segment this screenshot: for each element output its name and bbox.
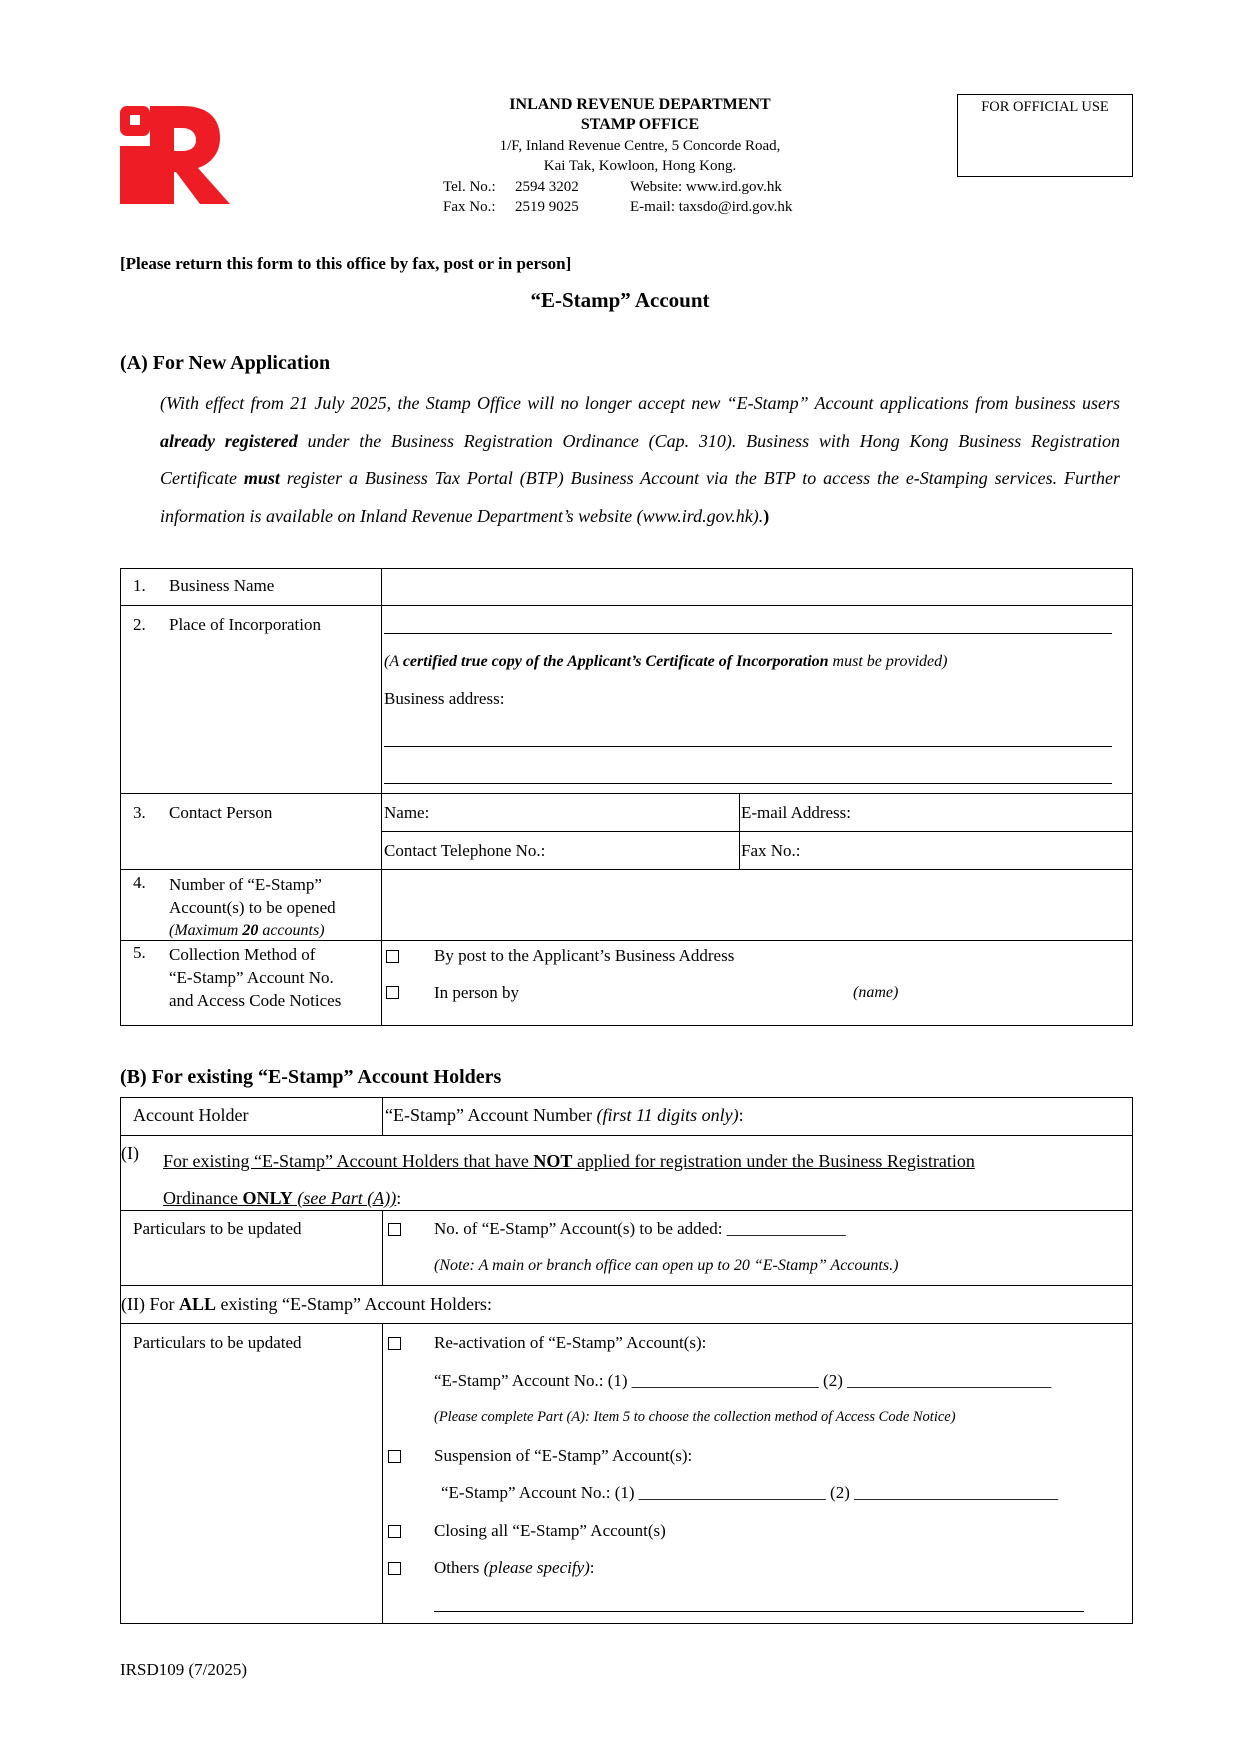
tel-number: 2594 3202 bbox=[515, 179, 579, 195]
others-a: Others bbox=[434, 1558, 484, 1577]
in-person-checkbox[interactable] bbox=[386, 986, 399, 999]
row1-number: 1. bbox=[133, 576, 146, 595]
part-ii-a: (II) For bbox=[121, 1294, 179, 1314]
part-i-d: Ordinance bbox=[163, 1188, 243, 1208]
note-text-3: register a Business Tax Portal (BTP) Business Account via the BTP to access the e-Stamping services. Further information is available on Inland Revenue Department’s website (www.ird.gov.hk). bbox=[160, 468, 1120, 526]
row4-label bbox=[169, 873, 336, 942]
row3-number: 3. bbox=[133, 803, 146, 822]
row4-label-line-1: Number of “E-Stamp” bbox=[169, 875, 322, 894]
row5-number: 5. bbox=[133, 943, 146, 962]
section-a-heading: (A) For New Application bbox=[120, 352, 331, 374]
note-text-2: under the Business Registration Ordinance (Cap. 310). Business with Hong Kong Business Registration Certificate bbox=[160, 430, 1120, 488]
form-title: “E-Stamp” Account bbox=[530, 288, 710, 312]
fax-number: 2519 9025 bbox=[515, 199, 579, 215]
account-number-label bbox=[385, 1105, 744, 1126]
account-holder-label: Account Holder bbox=[133, 1105, 249, 1125]
accounts-added-field[interactable]: No. of “E-Stamp” Account(s) to be added: ______________ bbox=[434, 1219, 846, 1238]
closing-label: Closing all “E-Stamp” Account(s) bbox=[434, 1521, 666, 1540]
ird-logo bbox=[120, 106, 230, 204]
part-i-note: (Note: A main or branch office can open up to 20 “E-Stamp” Accounts.) bbox=[434, 1257, 899, 1274]
return-note: [Please return this form to this office by fax, post or in person] bbox=[120, 254, 572, 273]
official-use-label: FOR OFFICIAL USE bbox=[981, 99, 1109, 115]
part-i-number: (I) bbox=[121, 1143, 139, 1163]
note-bold-2: must bbox=[243, 468, 280, 488]
closing-checkbox[interactable] bbox=[388, 1525, 401, 1538]
part-i-f: (see Part (A)) bbox=[292, 1188, 397, 1208]
acct-num-b: (first 11 digits only) bbox=[596, 1105, 739, 1125]
contact-email-field[interactable]: E-mail Address: bbox=[741, 803, 852, 822]
dept-name: INLAND REVENUE DEPARTMENT bbox=[509, 96, 771, 113]
row4-label-line-2: Account(s) to be opened bbox=[169, 898, 336, 917]
row5-label-line-2: “E-Stamp” Account No. bbox=[169, 968, 334, 987]
cert-note-a: (A bbox=[384, 653, 403, 670]
accounts-added-checkbox[interactable] bbox=[388, 1223, 401, 1236]
suspension-checkbox[interactable] bbox=[388, 1450, 401, 1463]
contact-name-field[interactable]: Name: bbox=[384, 803, 430, 822]
reactivation-label: Re-activation of “E-Stamp” Account(s): bbox=[434, 1333, 707, 1352]
part-ii-b: ALL bbox=[178, 1294, 216, 1314]
others-checkbox[interactable] bbox=[388, 1562, 401, 1575]
certificate-note bbox=[384, 653, 947, 671]
official-use-box bbox=[957, 94, 1133, 177]
business-address-line-1[interactable] bbox=[384, 746, 1112, 747]
reactivation-note: (Please complete Part (A): Item 5 to choose the collection method of Access Code Notice) bbox=[434, 1409, 956, 1425]
number-of-accounts-field[interactable] bbox=[383, 871, 1129, 939]
by-post-checkbox[interactable] bbox=[386, 950, 399, 963]
others-c: : bbox=[589, 1558, 595, 1577]
form-code: IRSD109 (7/2025) bbox=[120, 1660, 248, 1679]
in-person-name-hint: (name) bbox=[853, 984, 899, 1001]
contact-telephone-field[interactable]: Contact Telephone No.: bbox=[384, 841, 546, 860]
part-i-a: For existing “E-Stamp” Account Holders that have bbox=[163, 1151, 534, 1171]
part-i-g: : bbox=[396, 1188, 402, 1208]
cert-note-c: must be provided) bbox=[828, 653, 948, 670]
by-post-label: By post to the Applicant’s Business Address bbox=[434, 946, 735, 965]
section-a-note bbox=[160, 385, 1120, 535]
acct-num-a: “E-Stamp” Account Number bbox=[385, 1105, 597, 1125]
row3-label: Contact Person bbox=[169, 803, 273, 822]
row1-label: Business Name bbox=[169, 576, 275, 595]
row4-max-a: (Maximum bbox=[169, 922, 243, 939]
part-i-b: NOT bbox=[533, 1151, 573, 1171]
row5-label-line-1: Collection Method of bbox=[169, 945, 316, 964]
others-b: (please specify) bbox=[483, 1558, 590, 1577]
note-text-1: (With effect from 21 July 2025, the Stamp Office will no longer accept new “E-Stamp” Account applications from business users bbox=[160, 393, 1120, 413]
business-address-line-2[interactable] bbox=[384, 783, 1112, 784]
place-of-incorporation-field[interactable] bbox=[384, 633, 1112, 634]
reactivation-checkbox[interactable] bbox=[388, 1337, 401, 1350]
acct-num-c: : bbox=[738, 1105, 744, 1125]
row2-label: Place of Incorporation bbox=[169, 615, 321, 634]
part-i-e: ONLY bbox=[242, 1188, 293, 1208]
address-line-1: 1/F, Inland Revenue Centre, 5 Concorde Road, bbox=[499, 138, 781, 154]
in-person-label: In person by bbox=[434, 983, 519, 1002]
part-i-c: applied for registration under the Business Registration bbox=[572, 1151, 975, 1171]
suspension-account-fields[interactable]: “E-Stamp” Account No.: (1) ______________________ (2) ________________________ bbox=[441, 1483, 1059, 1502]
part-ii-c: existing “E-Stamp” Account Holders: bbox=[216, 1294, 492, 1314]
row4-number: 4. bbox=[133, 873, 146, 892]
particulars-label-i: Particulars to be updated bbox=[133, 1219, 302, 1238]
row4-max-b: 20 bbox=[242, 922, 259, 939]
part-i-heading bbox=[163, 1143, 1123, 1217]
row4-max-c: accounts) bbox=[258, 922, 325, 939]
part-ii-heading bbox=[121, 1294, 492, 1315]
reactivation-account-fields[interactable]: “E-Stamp” Account No.: (1) ______________________ (2) ________________________ bbox=[434, 1371, 1052, 1390]
suspension-label: Suspension of “E-Stamp” Account(s): bbox=[434, 1446, 693, 1465]
business-name-field[interactable] bbox=[383, 570, 1129, 604]
contact-fax-field[interactable]: Fax No.: bbox=[741, 841, 801, 860]
row5-label-line-3: and Access Code Notices bbox=[169, 991, 342, 1010]
note-bold-1: already registered bbox=[160, 430, 298, 451]
office-name: STAMP OFFICE bbox=[580, 116, 700, 133]
cert-note-b: certified true copy of the Applicant’s Certificate of Incorporation bbox=[402, 653, 829, 670]
row2-number: 2. bbox=[133, 615, 146, 634]
row4-max-note bbox=[169, 919, 336, 942]
note-end: ) bbox=[763, 505, 770, 526]
particulars-label-ii: Particulars to be updated bbox=[133, 1333, 302, 1352]
others-label bbox=[434, 1558, 595, 1578]
tel-label: Tel. No.: bbox=[443, 179, 496, 195]
email: E-mail: taxsdo@ird.gov.hk bbox=[630, 199, 793, 215]
others-specify-field[interactable] bbox=[434, 1611, 1084, 1612]
section-b-heading: (B) For existing “E-Stamp” Account Holders bbox=[120, 1066, 502, 1088]
row5-label bbox=[169, 943, 341, 1012]
business-address-label: Business address: bbox=[384, 689, 505, 708]
website: Website: www.ird.gov.hk bbox=[630, 179, 782, 195]
address-line-2: Kai Tak, Kowloon, Hong Kong. bbox=[543, 158, 737, 174]
fax-label: Fax No.: bbox=[443, 199, 496, 215]
